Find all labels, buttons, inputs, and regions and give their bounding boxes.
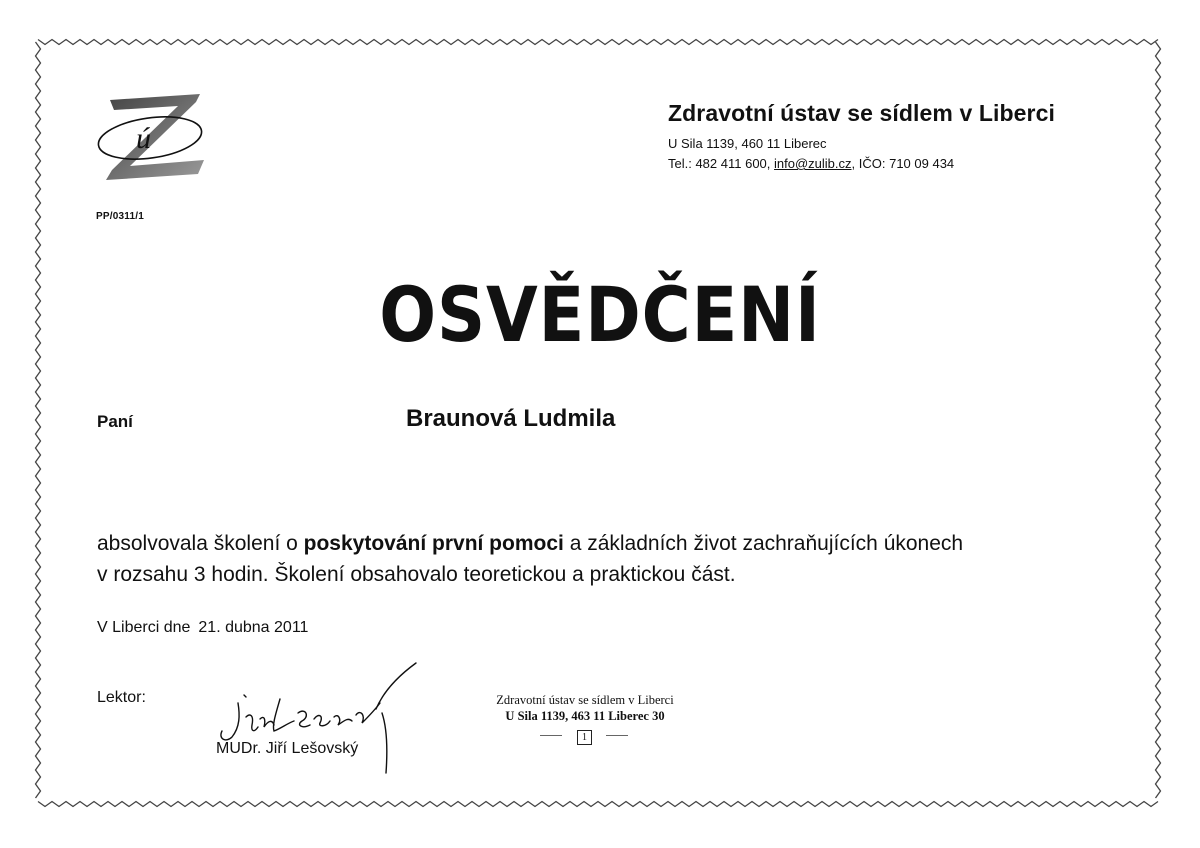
date-line	[97, 619, 308, 637]
recipient-name: Braunová Ludmila	[406, 405, 616, 432]
stamp-line-2: U Sila 1139, 463 11 Liberec 30	[505, 709, 665, 723]
document-code: PP/0311/1	[96, 211, 144, 222]
contact-phone: Tel.: 482 411 600,	[668, 156, 775, 171]
body-text-line2: v rozsahu 3 hodin. Školení obsahovalo teoretickou a praktickou část.	[97, 563, 736, 586]
body-text-bold: poskytování první pomoci	[303, 532, 564, 555]
lecturer-name: MUDr. Jiří Lešovský	[216, 740, 359, 757]
issue-date: 21. dubna 2011	[198, 619, 309, 636]
lecturer-label: Lektor:	[97, 689, 146, 706]
stamp-box: 1	[577, 730, 592, 745]
certificate-body	[97, 528, 1097, 590]
stamp-dash-right	[606, 735, 628, 736]
organization-address: U Sila 1139, 460 11 Liberec	[668, 136, 827, 151]
organization-contact	[668, 156, 1055, 171]
body-text-part1: absolvovala školení o	[97, 532, 304, 555]
certificate-title: OSVĚDČENÍ	[379, 270, 821, 359]
organization-name: Zdravotní ústav se sídlem v Liberci	[668, 100, 1055, 126]
body-text-part2: a základních život zachraňujících úkonech	[563, 532, 964, 555]
salutation: Paní	[97, 412, 133, 431]
zu-logo-icon	[92, 88, 222, 188]
stamp-dash-left	[540, 735, 562, 736]
contact-email-link[interactable]: info@zulib.cz	[774, 156, 852, 171]
stamp-line-1: Zdravotní ústav se sídlem v Liberci	[496, 693, 674, 707]
contact-ico: , IČO: 710 09 434	[851, 156, 955, 171]
organization-header	[668, 100, 1055, 171]
institution-stamp	[470, 693, 700, 753]
svg-text:ú: ú	[136, 122, 151, 155]
date-prefix: V Liberci dne	[97, 619, 191, 636]
handwritten-signature-icon	[210, 655, 440, 780]
